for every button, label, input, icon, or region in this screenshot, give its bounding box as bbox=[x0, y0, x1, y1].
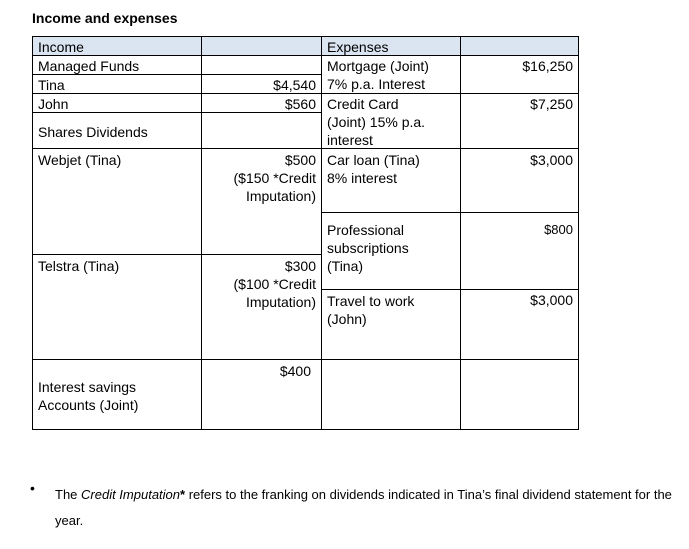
car-loan-amount: $3,000 bbox=[530, 152, 573, 168]
credit-card-amount: $7,250 bbox=[530, 96, 573, 112]
car-loan-label: Car loan (Tina) 8% interest bbox=[327, 152, 420, 186]
expenses-header: Expenses bbox=[327, 39, 389, 55]
telstra-amount: $300 ($100 *Credit Imputation) bbox=[233, 258, 316, 310]
section-title: Income and expenses bbox=[32, 10, 178, 26]
webjet-label: Webjet (Tina) bbox=[38, 152, 122, 168]
webjet-amount: $500 ($150 *Credit Imputation) bbox=[233, 152, 316, 204]
footnote-term: Credit Imputation bbox=[81, 487, 181, 502]
footnote-suffix: refers to the franking on dividends indicated in Tina’s final dividend statement for the year. bbox=[55, 487, 672, 528]
mortgage-amount: $16,250 bbox=[522, 58, 573, 74]
credit-card-label: Credit Card (Joint) 15% p.a. interest bbox=[327, 96, 426, 148]
mortgage-label: Mortgage (Joint) 7% p.a. Interest bbox=[327, 58, 429, 92]
footnote bbox=[55, 482, 675, 534]
bullet-icon: • bbox=[30, 480, 35, 496]
managed-funds-label: Managed Funds bbox=[38, 58, 140, 74]
interest-savings-label: Interest savings Accounts (Joint) bbox=[38, 379, 139, 413]
professional-label: Professional subscriptions (Tina) bbox=[327, 222, 409, 274]
john-label: John bbox=[38, 96, 69, 112]
interest-amount: $400 bbox=[279, 363, 311, 379]
footnote-prefix: The bbox=[55, 487, 82, 502]
income-header: Income bbox=[38, 39, 84, 55]
tina-amount: $4,540 bbox=[273, 77, 316, 93]
shares-dividends-label: Shares Dividends bbox=[38, 124, 148, 140]
tina-label: Tina bbox=[38, 77, 65, 93]
footnote-star: * bbox=[180, 487, 186, 502]
professional-amount: $800 bbox=[544, 222, 573, 237]
travel-label: Travel to work (John) bbox=[327, 293, 415, 327]
john-amount: $560 bbox=[284, 96, 316, 112]
travel-amount: $3,000 bbox=[530, 292, 573, 308]
telstra-label: Telstra (Tina) bbox=[38, 258, 120, 274]
